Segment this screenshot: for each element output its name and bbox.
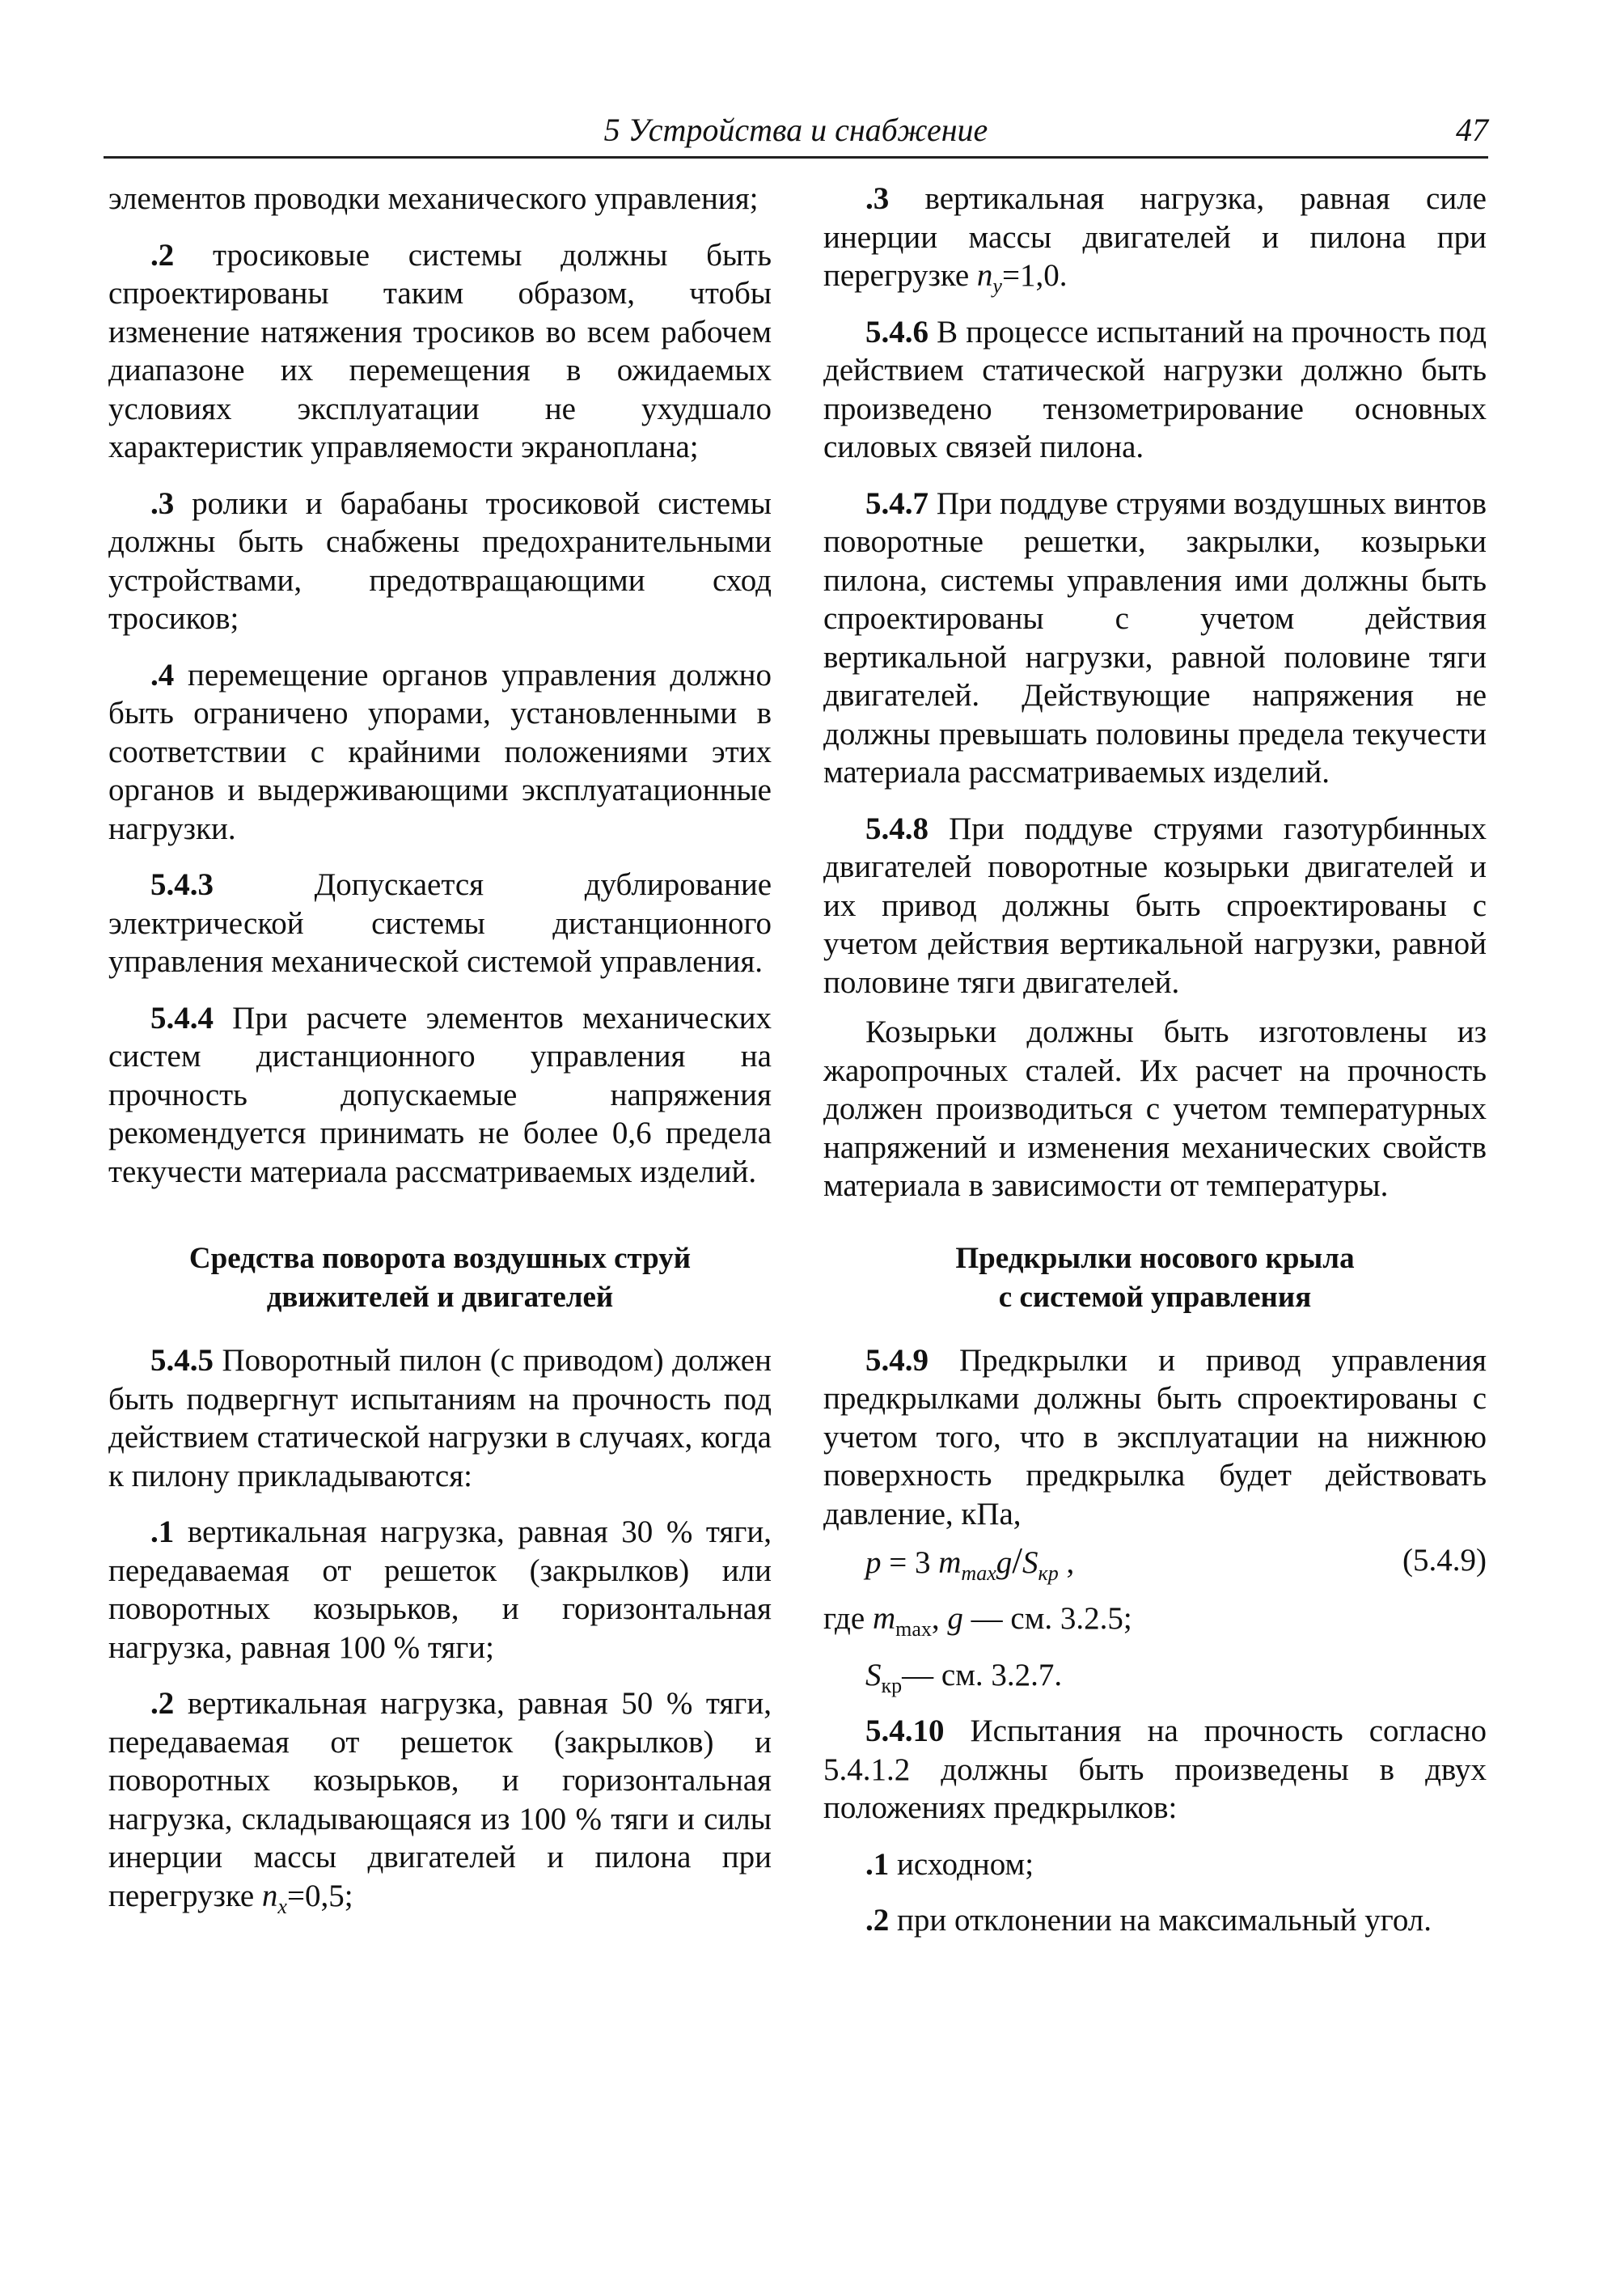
paragraph: 5.4.3 Допускается дублирование электрической системы дистанционного управления механической системой управления. (108, 867, 772, 979)
paragraph: 5.4.5 Поворотный пилон (с приводом) должен быть подвергнут испытаниям на прочность под действием статической нагрузки в случаях, когда к пилону прикладываются: (108, 1343, 772, 1493)
item-number: .2 (865, 1903, 890, 1938)
chapter-title: 5 Устройства и снабжение (603, 112, 988, 148)
item-number: .2 (150, 1686, 175, 1721)
paragraph: .3 вертикальная нагрузка, равная силе инерции массы двигателей и пилона при перегрузке $n_y=1,0$. (823, 181, 1487, 298)
clause-number: 5.4.3 (150, 867, 214, 902)
clause-number: 5.4.7 (865, 485, 929, 521)
formula-legend: $S_{кр}—$ см. 3.2.7. (865, 1657, 1063, 1697)
paragraph: 5.4.9 Предкрылки и привод управления предкрылками должны быть спроектированы с учетом того, что в эксплуатации на нижнюю поверхность предкрылка будет действовать давление, кПа, (823, 1342, 1487, 1531)
paragraph: элементов проводки механического управления; (108, 181, 759, 216)
clause-number: 5.4.5 (150, 1343, 214, 1378)
clause-number: 5.4.6 (865, 314, 929, 349)
paragraph: .2 вертикальная нагрузка, равная 50 % тяги, передаваемая от решеток (закрылков) и поворотных козырьков, и горизонтальная нагрузка, складывающаяся из 100 % тяги и силы инерции массы двигателей и пилона при перегрузке $n_x=0,5$; (108, 1686, 772, 1918)
running-header (104, 109, 1488, 159)
paragraph: .3 ролики и барабаны тросиковой системы должны быть снабжены предохранительными устройствами, предотвращающими сход тросиков; (108, 485, 772, 636)
item-number: .2 (150, 237, 175, 273)
left-column (108, 180, 772, 1933)
paragraph: .1 вертикальная нагрузка, равная 30 % тяги, передаваемая от решеток (закрылков) или поворотных козырьков, и горизонтальная нагрузка, равная 100 % тяги; (108, 1514, 772, 1665)
clause-number: 5.4.9 (865, 1342, 929, 1378)
item-number: .4 (150, 657, 175, 693)
clause-number: 5.4.8 (865, 811, 929, 846)
paragraph: .2 при отклонении на максимальный угол. (865, 1903, 1432, 1938)
paragraph: .4 перемещение органов управления должно быть ограничено упорами, установленными в соответствии с крайними положениями этих органов и выдерживающими эксплуатационные нагрузки. (108, 657, 772, 846)
formula-legend: где $m_{max}$, g — см. 3.2.5; (823, 1601, 1132, 1641)
right-column (823, 180, 1487, 1958)
clause-number: 5.4.4 (150, 1000, 214, 1036)
paragraph: .2 тросиковые системы должны быть спроектированы таким образом, чтобы изменение натяжения тросиков во всем рабочем диапазоне их перемещения в ожидаемых условиях эксплуатации не ухудшало характеристик управляемости экраноплана; (108, 237, 772, 464)
formula-5-4-9 (823, 1541, 1487, 1583)
formula-number: (5.4.9) (1402, 1543, 1487, 1578)
paragraph: .1 исходном; (865, 1846, 1034, 1882)
page-number: 47 (1456, 112, 1488, 148)
formula-expression: p = 3 $m_{max}g/S_{кр}$ , (865, 1540, 1075, 1585)
paragraph: 5.4.4 При расчете элементов механических систем дистанционного управления на прочность допускаемые напряжения рекомендуется принимать не более 0,6 предела текучести материала рассматриваемых изделий. (108, 1000, 772, 1189)
item-number: .3 (865, 181, 890, 216)
item-number: .1 (865, 1846, 890, 1882)
item-number: .3 (150, 485, 175, 521)
section-heading: Средства поворота воздушных струй движителей и двигателей (188, 1242, 692, 1314)
paragraph: 5.4.10 Испытания на прочность согласно 5.4.1.2 должны быть произведены в двух положениях предкрылков: (823, 1714, 1487, 1825)
paragraph: 5.4.6 В процессе испытаний на прочность под действием статической нагрузки должно быть произведено тензометрирование основных силовых связей пилона. (823, 314, 1487, 464)
clause-number: 5.4.10 (865, 1714, 945, 1748)
section-heading: Предкрылки носового крыла с системой управления (955, 1241, 1355, 1314)
paragraph: Козырьки должны быть изготовлены из жаропрочных сталей. Их расчет на прочность должен производиться с учетом температурных напряжений и изменения механических свойств материала в зависимости от температуры. (823, 1015, 1487, 1203)
paragraph: 5.4.7 При поддуве струями воздушных винтов поворотные решетки, закрылки, козырьки пилона, системы управления ими должны быть спроектированы с учетом действия вертикальной нагрузки, равной половине тяги двигателей. Действующие напряжения не должны превышать половины предела текучести материала рассматриваемых изделий. (823, 485, 1487, 790)
item-number: .1 (150, 1514, 175, 1549)
paragraph: 5.4.8 При поддуве струями газотурбинных двигателей поворотные козырьки двигателей и их привод должны быть спроектированы с учетом действия вертикальной нагрузки, равной половине тяги двигателей. (823, 811, 1487, 1000)
